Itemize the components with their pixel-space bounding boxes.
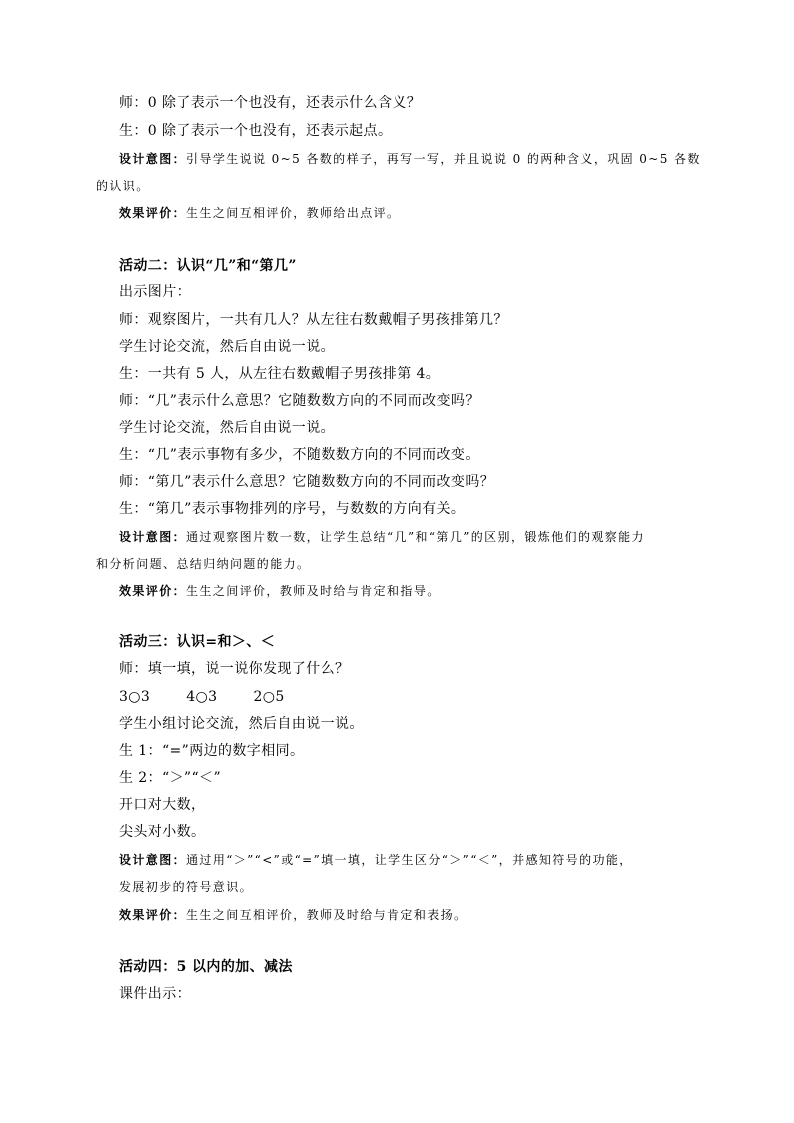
dialogue-line: 课件出示：	[119, 986, 191, 1002]
dialogue-line: 生 1：“=”两边的数字相同。	[119, 743, 305, 759]
dialogue-line: 师：填一填，说一说你发现了什么？	[119, 661, 350, 677]
dialogue-line: 师：0 除了表示一个也没有，还表示什么含义？	[119, 95, 422, 111]
speaker-label: 生 2：	[119, 770, 162, 786]
dialogue-line: 生：一共有 5 人，从左往右数戴帽子男孩排第 4。	[119, 366, 441, 382]
design-intent-continuation: 的认识。	[96, 179, 150, 193]
design-intent-text: 通过用“＞”“<”或“=”填一填，让学生区分“＞”“＜”，并感知符号的功能，	[186, 853, 633, 867]
section-heading: 活动二：认识“几”和“第几”	[119, 258, 297, 274]
design-intent-label: 设计意图：	[119, 152, 187, 166]
section-heading: 活动三：认识=和＞、＜	[119, 634, 276, 650]
dialogue-line: 生：“第几”表示事物排列的序号，与数数的方向有关。	[119, 501, 466, 517]
dialogue-line: 师：“第几”表示什么意思？它随数数方向的不同而改变吗？	[119, 474, 495, 490]
dialogue-line: 开口对大数，	[119, 797, 206, 813]
comparison-item: 2○5	[253, 689, 285, 705]
symbol-pair: “＞”“＜”	[161, 770, 221, 786]
dialogue-line: 尖头对小数。	[119, 824, 206, 840]
evaluation-note	[119, 581, 441, 601]
dialogue-line: 学生讨论交流，然后自由说一说。	[119, 420, 335, 436]
dialogue-line: 生：“几”表示事物有多少，不随数数方向的不同而改变。	[119, 447, 480, 463]
evaluation-label: 效果评价：	[119, 908, 187, 922]
dialogue-line: 学生小组讨论交流，然后自由说一说。	[119, 716, 364, 732]
design-intent-note	[119, 527, 645, 547]
design-intent-continuation: 和分析问题、总结归纳问题的能力。	[96, 557, 311, 571]
evaluation-text: 生生之间互相评价，教师及时给与肯定和表扬。	[186, 908, 468, 922]
evaluation-note	[119, 905, 467, 925]
evaluation-note	[119, 203, 400, 223]
section-heading: 活动四：5 以内的加、减法	[119, 959, 293, 975]
design-intent-note	[119, 149, 701, 169]
design-intent-note	[119, 850, 633, 870]
design-intent-label: 设计意图：	[119, 530, 187, 544]
evaluation-label: 效果评价：	[119, 206, 187, 220]
design-intent-continuation: 发展初步的符号意识。	[119, 880, 254, 894]
dialogue-line: 师：“几”表示什么意思？它随数数方向的不同而改变吗？	[119, 393, 480, 409]
dialogue-line: 师：观察图片，一共有几人？从左往右数戴帽子男孩排第几？	[119, 312, 508, 328]
evaluation-text: 生生之间互相评价，教师给出点评。	[186, 206, 401, 220]
comparison-item: 4○3	[186, 689, 218, 705]
design-intent-label: 设计意图：	[119, 853, 187, 867]
dialogue-line: 出示图片：	[119, 284, 191, 300]
evaluation-text: 生生之间评价，教师及时给与肯定和指导。	[186, 584, 441, 598]
dialogue-line: 学生讨论交流，然后自由说一说。	[119, 339, 335, 355]
comparison-item: 3○3	[119, 689, 151, 705]
evaluation-label: 效果评价：	[119, 584, 187, 598]
dialogue-line	[119, 768, 221, 788]
comparison-row	[119, 687, 285, 707]
design-intent-text: 引导学生说说 0~5 各数的样子，再写一写，并且说说 0 的两种含义，巩固 0~5 各数	[186, 152, 701, 166]
dialogue-line: 生：0 除了表示一个也没有，还表示起点。	[119, 123, 393, 139]
design-intent-text: 通过观察图片数一数，让学生总结“几”和“第几”的区别，锻炼他们的观察能力	[186, 530, 645, 544]
